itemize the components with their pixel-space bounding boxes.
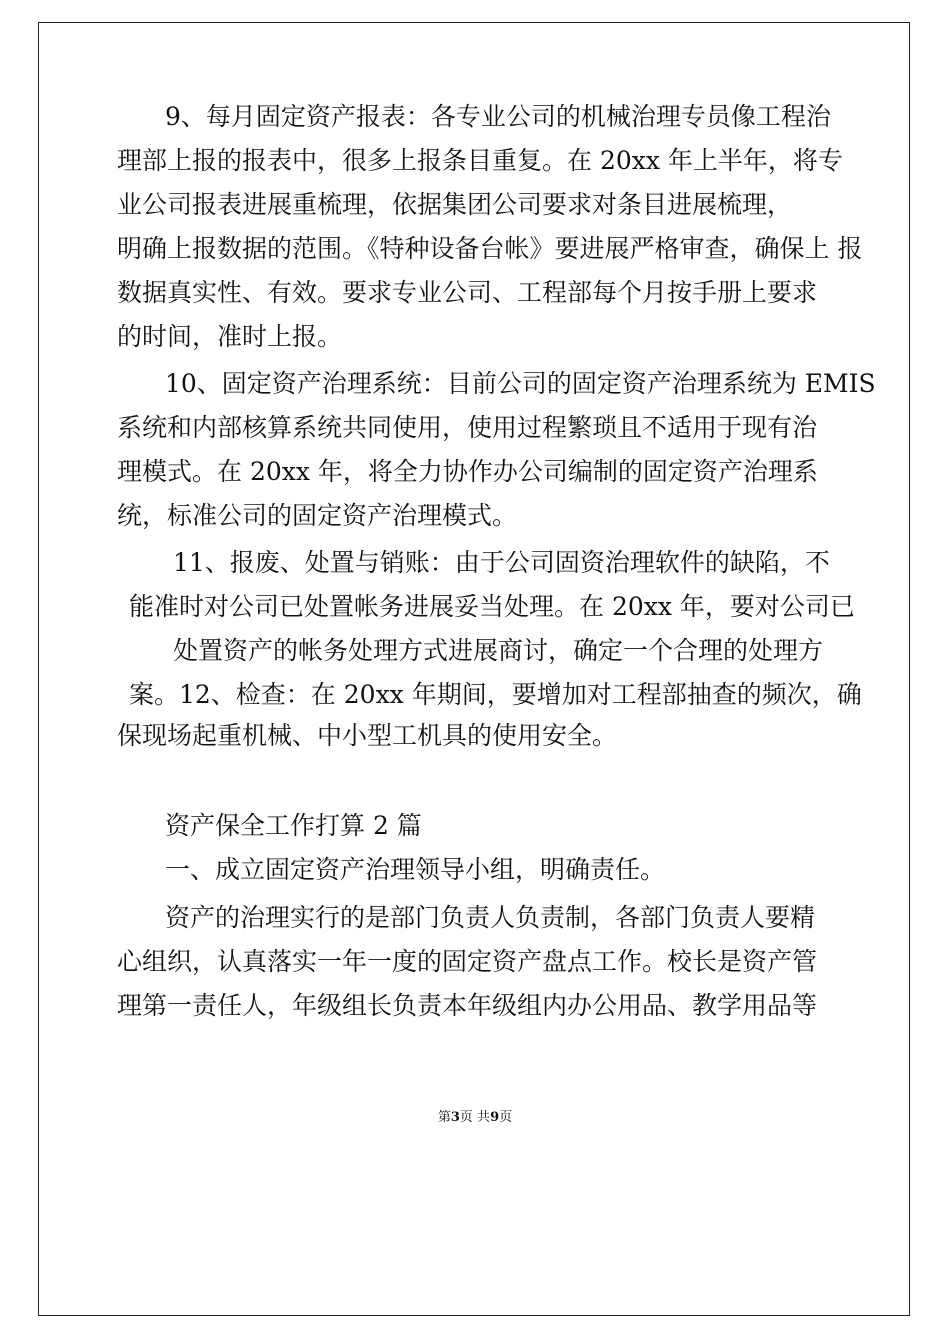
total-page-number: 9 [490,1110,500,1125]
text-line: 系统和内部核算系统共同使用，使用过程繁琐且不适用于现有治 [117,413,818,442]
section-title: 资产保全工作打算 2 篇 [165,811,422,840]
text-line: 理第一责任人，年级组长负责本年级组内办公用品、教学用品等 [117,991,818,1020]
text-line: 保现场起重机械、中小型工机具的使用安全。 [117,721,618,750]
text-line: 能准时对公司已处置帐务进展妥当处理。在 20xx 年，要对公司已 [129,592,855,621]
text-line: 10、固定资产治理系统：目前公司的固定资产治理系统为 EMIS [165,369,876,398]
text-line: 案。12、检查：在 20xx 年期间，要增加对工程部抽查的频次，确 [129,680,862,709]
text-line: 理部上报的报表中，很多上报条目重复。在 20xx 年上半年，将专 [117,146,843,175]
text-line: 资产的治理实行的是部门负责人负责制，各部门负责人要精 [165,903,816,932]
footer-prefix: 第 [437,1110,451,1125]
text-line: 理模式。在 20xx 年，将全力协作办公司编制的固定资产治理系 [117,457,818,486]
current-page-number: 3 [450,1110,460,1125]
footer-middle: 页 共 [459,1110,491,1125]
text-line: 心组织，认真落实一年一度的固定资产盘点工作。校长是资产管 [117,947,818,976]
text-line: 处置资产的帐务处理方式进展商讨，确定一个合理的处理方 [173,636,824,665]
text-line: 9、每月固定资产报表：各专业公司的机械治理专员像工程治 [165,102,831,131]
text-line: 明确上报数据的范围。《特种设备台帐》要进展严格审查，确保上 报 [117,234,863,263]
text-line: 统，标准公司的固定资产治理模式。 [117,501,518,530]
text-line: 一、成立固定资产治理领导小组，明确责任。 [165,855,666,884]
text-line: 的时间，准时上报。 [117,322,343,351]
text-line: 业公司报表进展重梳理，依据集团公司要求对条目进展梳理， [117,190,793,219]
footer-suffix: 页 [499,1110,513,1125]
text-line: 数据真实性、有效。要求专业公司、工程部每个月按手册上要求 [117,278,818,307]
page-footer [0,1110,950,1126]
text-line: 11、报废、处置与销账：由于公司固资治理软件的缺陷，不 [173,548,830,577]
